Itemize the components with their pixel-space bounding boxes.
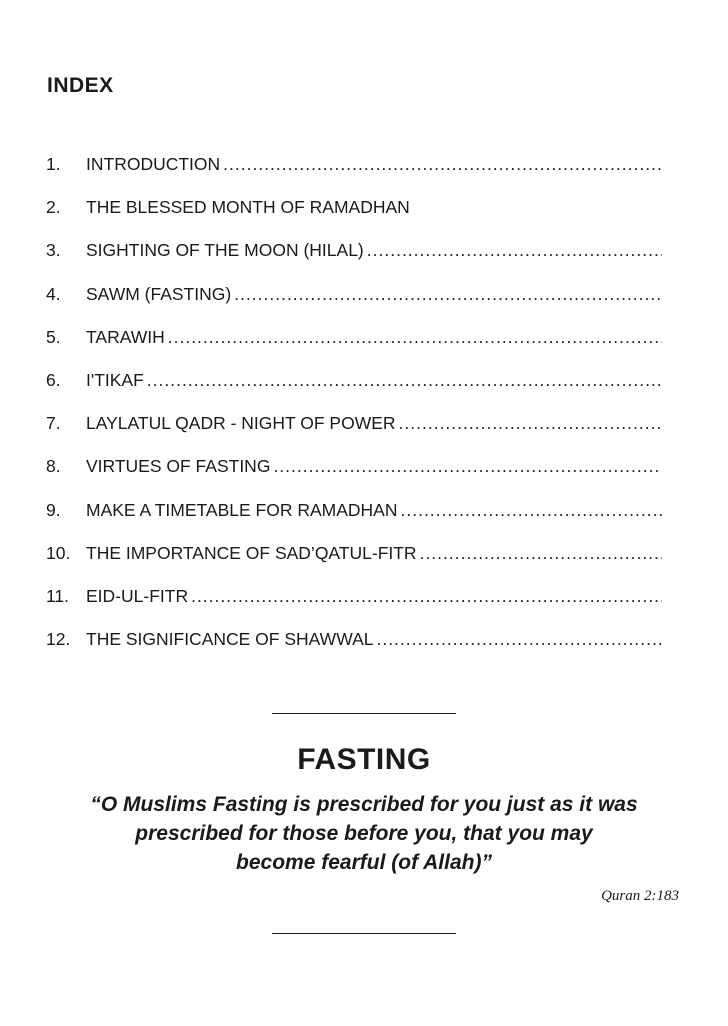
section-divider-top (272, 713, 456, 714)
toc-item-number: 11. (46, 585, 70, 606)
toc-item-sawm[interactable] (46, 284, 662, 327)
toc-item-number: 4. (46, 283, 61, 304)
verse-line: “O Muslims Fasting is prescribed for you just as it was (90, 793, 638, 816)
toc-item-number: 6. (46, 369, 61, 390)
toc-item-introduction[interactable] (46, 154, 662, 197)
quran-verse (54, 790, 674, 877)
toc-item-title: THE IMPORTANCE OF SAD’QATUL-FITR (86, 542, 417, 563)
fasting-heading: FASTING (297, 743, 431, 776)
toc-item-title: MAKE A TIMETABLE FOR RAMADHAN (86, 499, 398, 520)
toc-item-sighting-moon[interactable] (46, 240, 662, 283)
verse-line: become fearful (of Allah)” (236, 851, 492, 874)
toc-item-eid-ul-fitr[interactable] (46, 586, 662, 629)
toc-dot-leader (420, 543, 662, 564)
toc-item-number: 10. (46, 542, 71, 563)
toc-dot-leader (147, 370, 662, 391)
toc-dot-leader (168, 327, 662, 348)
toc-dot-leader (401, 500, 663, 521)
toc-item-number: 5. (46, 326, 61, 347)
toc-dot-leader (191, 586, 662, 607)
toc-item-tarawih[interactable] (46, 327, 662, 370)
toc-item-timetable[interactable] (46, 500, 662, 543)
toc-dot-leader (399, 413, 662, 434)
toc-item-title: INTRODUCTION (86, 154, 221, 174)
toc-item-number: 1. (46, 154, 61, 174)
verse-citation: Quran 2:183 (601, 888, 679, 904)
toc-item-title: LAYLATUL QADR - NIGHT OF POWER (86, 413, 396, 434)
toc-item-title: I'TIKAF (86, 369, 144, 390)
toc-item-laylatul-qadr[interactable] (46, 413, 662, 456)
toc-item-number: 7. (46, 413, 61, 434)
toc-dot-leader (367, 240, 662, 261)
table-of-contents (46, 154, 662, 672)
toc-item-sadqatul-fitr[interactable] (46, 543, 662, 586)
toc-item-number: 2. (46, 197, 61, 218)
toc-dot-leader (273, 456, 662, 477)
toc-item-title: EID-UL-FITR (86, 585, 189, 606)
toc-item-title: VIRTUES OF FASTING (86, 456, 271, 477)
toc-item-blessed-month[interactable] (46, 197, 662, 240)
toc-dot-leader (376, 629, 662, 650)
section-divider-bottom (272, 933, 456, 934)
toc-item-number: 12. (46, 629, 71, 650)
toc-item-title: TARAWIH (86, 326, 165, 347)
toc-item-itikaf[interactable] (46, 370, 662, 413)
toc-dot-leader (234, 284, 662, 305)
index-title: INDEX (47, 74, 114, 97)
toc-item-title: SAWM (FASTING) (86, 283, 232, 304)
toc-item-shawwal[interactable] (46, 629, 662, 672)
verse-line: prescribed for those before you, that you may (135, 822, 593, 845)
toc-dot-leader (223, 154, 662, 175)
toc-item-number: 3. (46, 240, 61, 261)
toc-item-title: THE SIGNIFICANCE OF SHAWWAL (86, 629, 374, 650)
toc-item-title: SIGHTING OF THE MOON (HILAL) (86, 240, 364, 261)
toc-item-number: 8. (46, 456, 61, 477)
toc-item-virtues-fasting[interactable] (46, 456, 662, 499)
toc-item-number: 9. (46, 499, 61, 520)
toc-item-title: THE BLESSED MONTH OF RAMADHAN (86, 197, 410, 218)
